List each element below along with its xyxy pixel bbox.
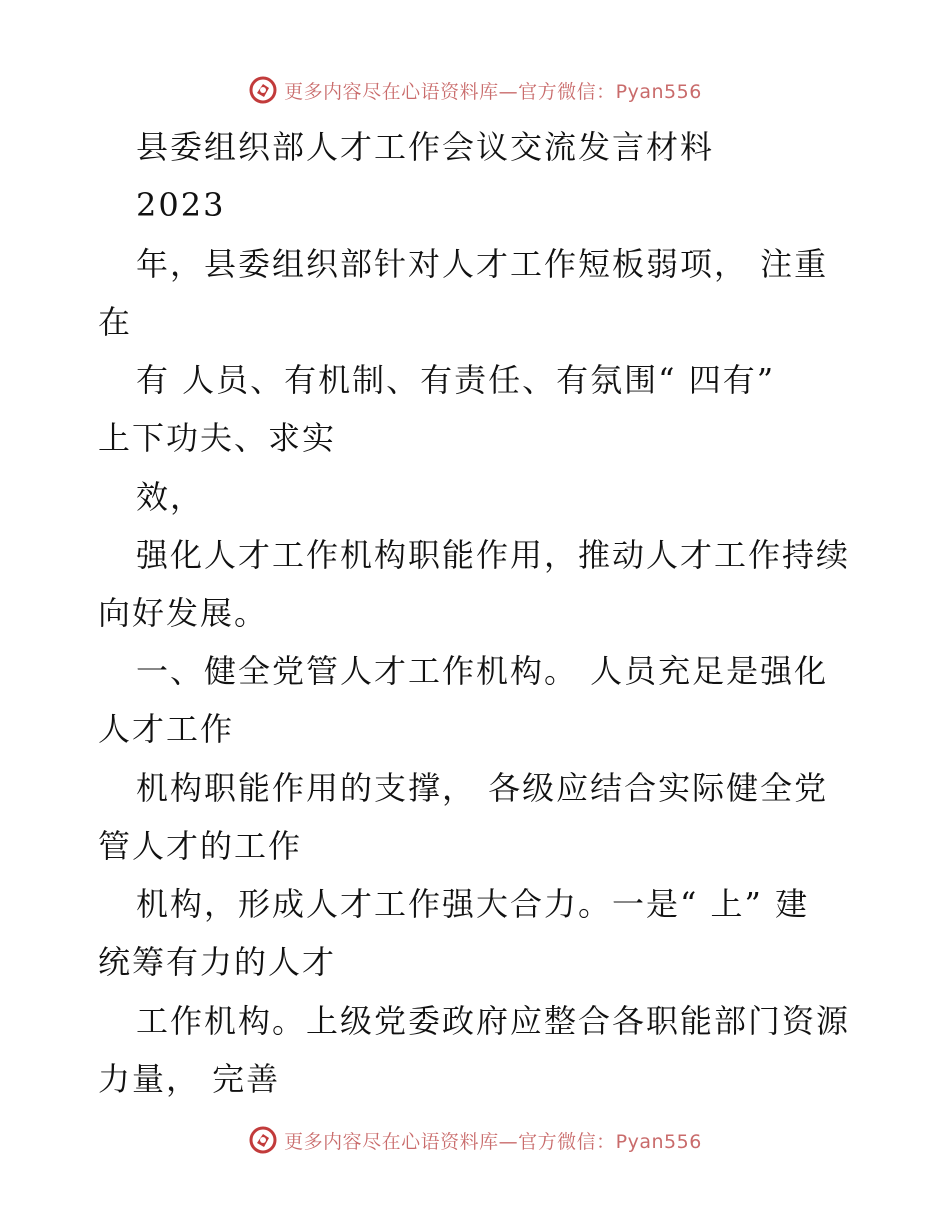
body-line: 强化人才工作机构职能作用，推动人才工作持续 [136, 536, 851, 574]
body-line: 力量， 完善 [98, 1060, 281, 1098]
watermark-text: 更多内容尽在心语资料库—官方微信：Pyan556 [284, 1130, 702, 1153]
body-line: 效， [136, 478, 205, 516]
circle-hand-logo-icon [248, 1125, 278, 1155]
body-line: 在 [98, 303, 133, 341]
body-line: 人才工作 [98, 710, 235, 748]
watermark-text: 更多内容尽在心语资料库—官方微信：Pyan556 [284, 80, 702, 103]
body-line: 机构职能作用的支撑， 各级应结合实际健全党 [136, 769, 829, 807]
body-line: 管人才的工作 [98, 827, 303, 865]
body-line: 统筹有力的人才 [98, 943, 337, 981]
body-line: 2023 [136, 186, 226, 224]
body-line: 机构，形成人才工作强大合力。一是“ 上” 建 [136, 885, 810, 923]
body-line: 上下功夫、求实 [98, 419, 337, 457]
body-line: 年，县委组织部针对人才工作短板弱项， 注重 [136, 245, 829, 283]
body-line: 向好发展。 [98, 594, 269, 632]
section-heading-line: 一、健全党管人才工作机构。 人员充足是强化 [136, 652, 829, 690]
document-title: 县委组织部人才工作会议交流发言材料 [136, 128, 715, 166]
body-line: 工作机构。上级党委政府应整合各职能部门资源 [136, 1002, 851, 1040]
watermark-footer [0, 1120, 950, 1160]
body-line: 有 人员、有机制、有责任、有氛围“ 四有” [136, 361, 776, 399]
